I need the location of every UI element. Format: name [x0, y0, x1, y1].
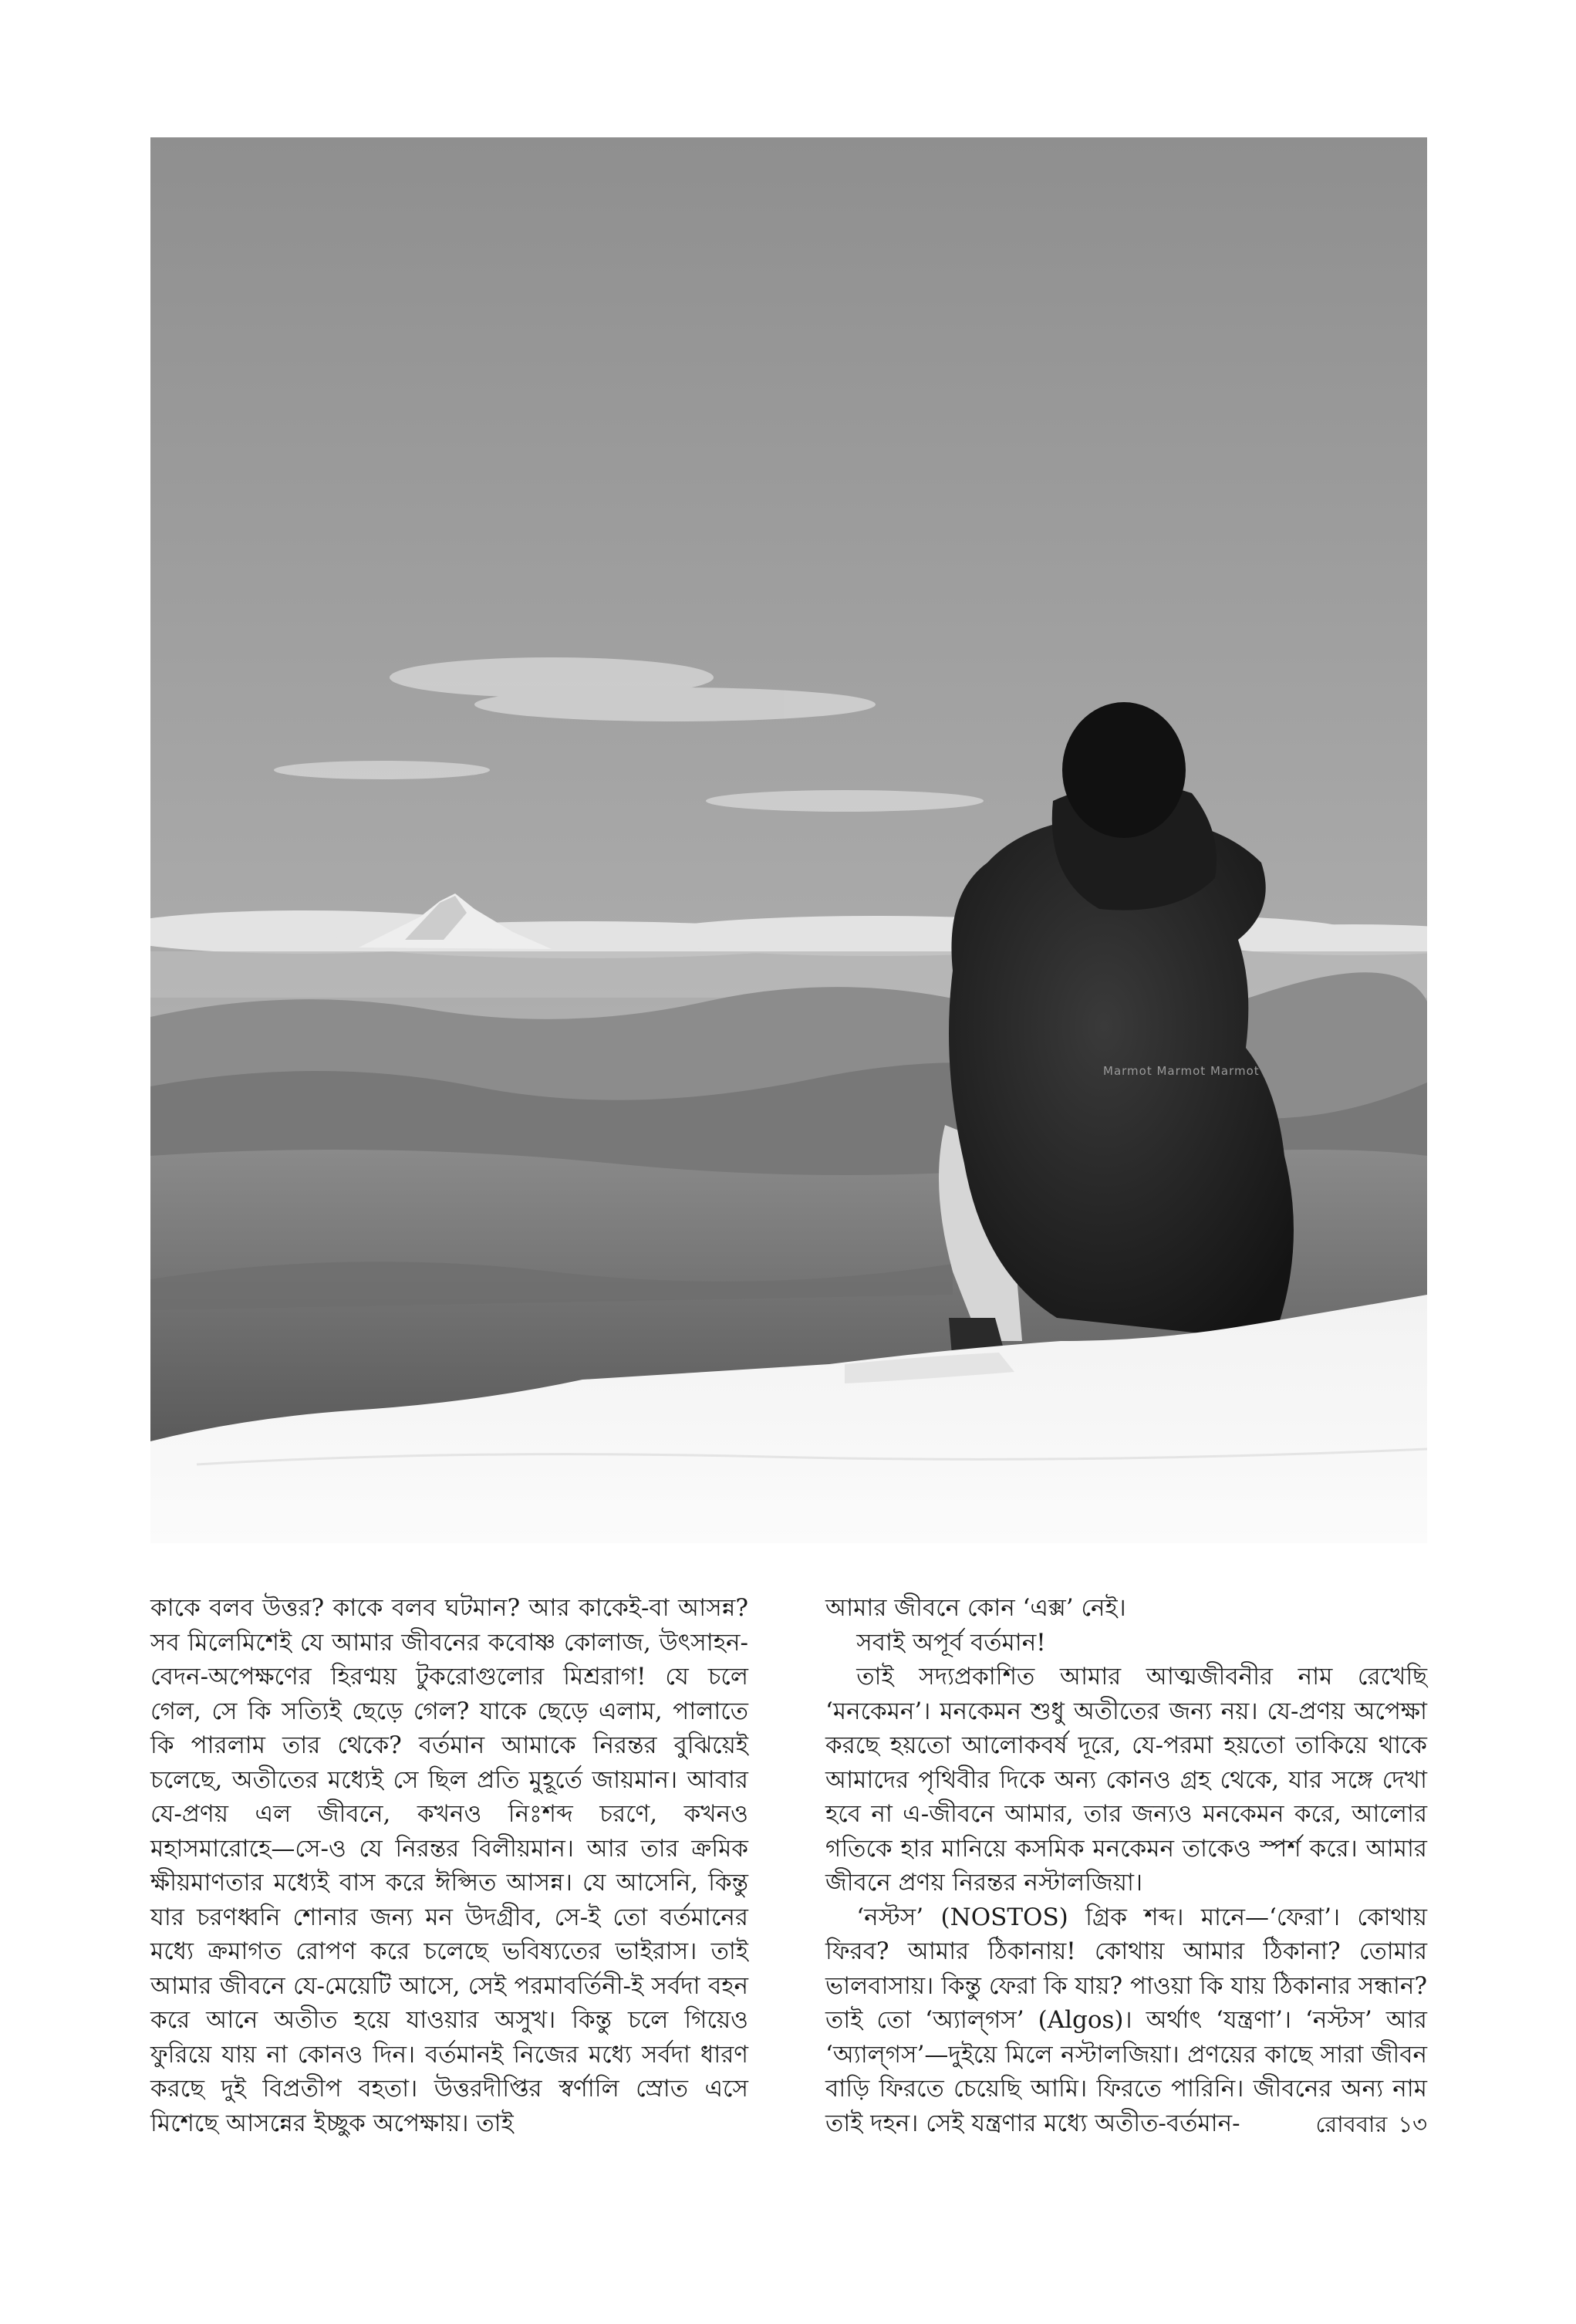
mountain-photo: [150, 137, 1427, 1543]
right-paragraph-4: ‘নস্টস’ (NOSTOS) গ্রিক শব্দ। মানে—‘ফেরা’। কোথায় ফিরব? আমার ঠিকানায়! কোথায় আমার ঠিকানা? তোমার ভালবাসায়। কিন্তু ফেরা কি যায়? পাওয়া কি যায় ঠিকানার সন্ধান? তাই তো ‘অ্যাল্‌গস’ (Algos)। অর্থাৎ ‘যন্ত্রণা’। ‘নস্টস’ আর ‘অ্যাল্‌গস’—দুইয়ে মিলে নস্টালজিয়া। প্রণয়ের কাছে সারা জীবন বাড়ি ফিরতে চেয়েছি আমি। ফিরতে পারিনি। জীবনের অন্য নাম তাই দহন। সেই যন্ত্রণার মধ্যে অতীত-বর্তমান-: [825, 1903, 1427, 2137]
right-paragraph-2: সবাই অপূর্ব বর্তমান!: [856, 1628, 1046, 1657]
jacket-brand: Marmot Marmot Marmot: [1103, 1064, 1260, 1078]
left-paragraph: কাকে বলব উত্তর? কাকে বলব ঘটমান? আর কাকেই-বা আসন্ন? সব মিলেমিশেই যে আমার জীবনের কবোষ্ণ কোলাজ, উৎসাহন-বেদন-অপেক্ষণের হিরণ্ময় টুকরোগুলোর মিশ্ররাগ! যে চলে গেল, সে কি সত্যিই ছেড়ে গেল? যাকে ছেড়ে এলাম, পালাতে কি পারলাম তার থেকে? বর্তমান আমাকে নিরন্তর বুঝিয়েই চলেছে, অতীতের মধ্যেই সে ছিল প্রতি মুহূর্তে জায়মান। আবার যে-প্রণয় এল জীবনে, কখনও নিঃশব্দ চরণে, কখনও মহাসমারোহে—সে-ও যে নিরন্তর বিলীয়মান। আর তার ক্রমিক ক্ষীয়মাণতার মধ্যেই বাস করে ঈপ্সিত আসন্ন। যে আসেনি, কিন্তু যার চরণধ্বনি শোনার জন্য মন উদগ্রীব, সে-ই তো বর্তমানের মধ্যে ক্রমাগত রোপণ করে চলেছে ভবিষ্যতের ভাইরাস। তাই আমার জীবনে যে-মেয়েটি আসে, সেই পরমাবর্তিনী-ই সর্বদা বহন করে আনে অতীত হয়ে যাওয়ার অসুখ। কিন্তু চলে গিয়েও ফুরিয়ে যায় না কোনও দিন। বর্তমানই নিজের মধ্যে সর্বদা ধারণ করছে দুই বিপ্রতীপ বহতা। উত্তরদীপ্তির স্বর্ণালি স্রোত এসে মিশেছে আসন্নের ইচ্ছুক অপেক্ষায়। তাই: [150, 1594, 749, 2137]
page-number: ১৩: [1398, 2111, 1427, 2137]
magazine-name: রোববার: [1315, 2111, 1388, 2137]
page-footer: [1316, 2110, 1427, 2138]
right-paragraph-1: আমার জীবনে কোন ‘এক্স’ নেই।: [825, 1594, 1126, 1622]
article-column-left: [150, 1591, 748, 2140]
right-paragraph-3: তাই সদ্যপ্রকাশিত আমার আত্মজীবনীর নাম রেখেছি ‘মনকেমন’। মনকেমন শুধু অতীতের জন্য নয়। যে-প্রণয় অপেক্ষা করছে হয়তো আলোকবর্ষ দূরে, যে-পরমা হয়তো তাকিয়ে থাকে আমাদের পৃথিবীর দিকে অন্য কোনও গ্রহ থেকে, যার সঙ্গে দেখা হবে না এ-জীবনে আমার, তার জন্যও মনকেমন করে, আলোর গতিকে হার মানিয়ে কসমিক মনকেমন তাকেও স্পর্শ করে। আমার জীবনে প্রণয় নিরন্তর নস্টালজিয়া।: [825, 1663, 1427, 1897]
article-column-right: [825, 1591, 1427, 2140]
